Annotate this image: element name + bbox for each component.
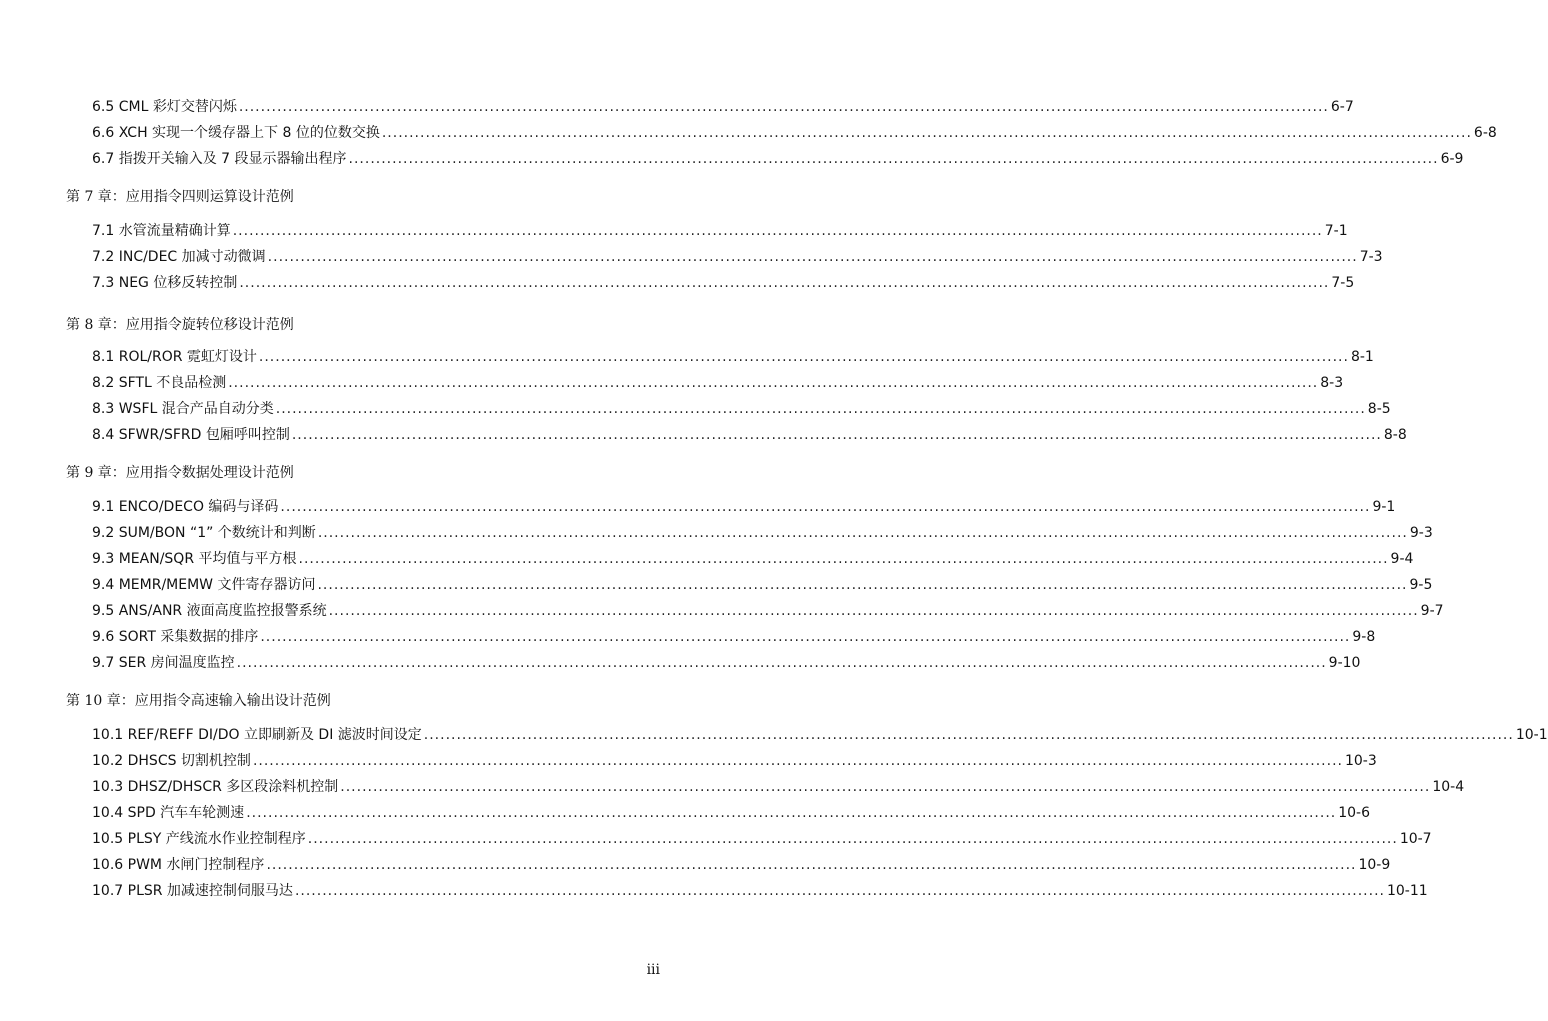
toc-entry[interactable]: [92, 218, 1348, 240]
toc-entry-title: 6.7 指拨开关输入及 7 段显示器输出程序: [92, 151, 347, 167]
toc-entry[interactable]: [92, 94, 1354, 116]
toc-entry[interactable]: [92, 422, 1407, 444]
toc-entry-page: 6-7: [1330, 99, 1354, 115]
toc-entry-page: 9-8: [1352, 629, 1376, 645]
toc-entry[interactable]: [92, 826, 1432, 848]
toc-entry[interactable]: [92, 774, 1465, 796]
toc-entry[interactable]: [92, 520, 1433, 542]
toc-entry-title: 10.2 DHSCS 切割机控制: [92, 753, 251, 769]
toc-entry-title: 9.6 SORT 采集数据的排序: [92, 629, 259, 645]
dot-leader: ........................................................................................................................................................................................................: [317, 577, 1408, 593]
toc-entry-page: 7-3: [1359, 249, 1383, 265]
toc-entry-title: 10.3 DHSZ/DHSCR 多区段涂料机控制: [92, 779, 339, 795]
chapter-heading: 第 8 章：应用指令旋转位移设计范例: [66, 317, 294, 333]
toc-entry-page: 8-8: [1383, 427, 1407, 443]
toc-entry-title: 7.2 INC/DEC 加减寸动微调: [92, 249, 266, 265]
chapter-heading: 第 9 章：应用指令数据处理设计范例: [66, 465, 294, 481]
toc-entry-page: 6-8: [1473, 125, 1497, 141]
toc-entry[interactable]: [92, 396, 1391, 418]
toc-entry-title: 9.3 MEAN/SQR 平均值与平方根: [92, 551, 297, 567]
toc-entry[interactable]: [92, 344, 1374, 366]
dot-leader: ........................................................................................................................................................................................................: [266, 857, 1357, 873]
toc-entry-title: 8.3 WSFL 混合产品自动分类: [92, 401, 274, 417]
dot-leader: ........................................................................................................................................................................................................: [280, 499, 1371, 515]
toc-entry-page: 8-3: [1320, 375, 1344, 391]
toc-entry[interactable]: [92, 598, 1444, 620]
dot-leader: ........................................................................................................................................................................................................: [381, 125, 1472, 141]
toc-entry-title: 10.7 PLSR 加减速控制伺服马达: [92, 883, 293, 899]
toc-entry[interactable]: [92, 370, 1344, 392]
toc-entry[interactable]: [92, 722, 1548, 744]
dot-leader: ........................................................................................................................................................................................................: [252, 753, 1343, 769]
toc-entry[interactable]: [92, 546, 1414, 568]
toc-entry[interactable]: [92, 244, 1383, 266]
dot-leader: ........................................................................................................................................................................................................: [348, 151, 1439, 167]
chapter-heading: 第 7 章：应用指令四则运算设计范例: [66, 189, 294, 205]
toc-entry[interactable]: [92, 270, 1355, 292]
toc-entry[interactable]: [92, 650, 1361, 672]
dot-leader: ........................................................................................................................................................................................................: [267, 249, 1358, 265]
dot-leader: ........................................................................................................................................................................................................: [275, 401, 1366, 417]
dot-leader: ........................................................................................................................................................................................................: [291, 427, 1382, 443]
toc-entry-page: 9-3: [1409, 525, 1433, 541]
toc-entry[interactable]: [92, 852, 1391, 874]
toc-entry-page: 7-1: [1324, 223, 1348, 239]
toc-entry-page: 10-4: [1432, 779, 1465, 795]
toc-entry-page: 10-1: [1515, 727, 1548, 743]
toc-entry-title: 6.6 XCH 实现一个缓存器上下 8 位的位数交换: [92, 125, 380, 141]
toc-entry-title: 9.4 MEMR/MEMW 文件寄存器访问: [92, 577, 316, 593]
toc-entry-title: 8.1 ROL/ROR 霓虹灯设计: [92, 349, 257, 365]
dot-leader: ........................................................................................................................................................................................................: [238, 99, 1329, 115]
toc-entry-page: 9-7: [1420, 603, 1444, 619]
toc-entry-page: 10-9: [1358, 857, 1391, 873]
toc-entry-title: 10.4 SPD 汽车车轮测速: [92, 805, 245, 821]
toc-entry-title: 8.4 SFWR/SFRD 包厢呼叫控制: [92, 427, 290, 443]
toc-entry-title: 9.2 SUM/BON “1” 个数统计和判断: [92, 525, 316, 541]
toc-entry[interactable]: [92, 146, 1464, 168]
dot-leader: ........................................................................................................................................................................................................: [228, 375, 1319, 391]
toc-entry-title: 8.2 SFTL 不良品检测: [92, 375, 227, 391]
dot-leader: ........................................................................................................................................................................................................: [239, 275, 1330, 291]
dot-leader: ........................................................................................................................................................................................................: [423, 727, 1514, 743]
toc-entry-title: 7.1 水管流量精确计算: [92, 223, 231, 239]
toc-entry-page: 10-7: [1399, 831, 1432, 847]
dot-leader: ........................................................................................................................................................................................................: [307, 831, 1398, 847]
toc-entry-page: 9-4: [1390, 551, 1414, 567]
dot-leader: ........................................................................................................................................................................................................: [236, 655, 1327, 671]
dot-leader: ........................................................................................................................................................................................................: [246, 805, 1337, 821]
toc-entry-title: 10.1 REF/REFF DI/DO 立即刷新及 DI 滤波时间设定: [92, 727, 422, 743]
dot-leader: ........................................................................................................................................................................................................: [232, 223, 1323, 239]
toc-entry[interactable]: [92, 120, 1497, 142]
toc-entry[interactable]: [92, 572, 1433, 594]
page-number: iii: [646, 962, 660, 978]
toc-entry-title: 9.1 ENCO/DECO 编码与译码: [92, 499, 279, 515]
toc-entry-page: 6-9: [1440, 151, 1464, 167]
dot-leader: ........................................................................................................................................................................................................: [260, 629, 1351, 645]
toc-entry[interactable]: [92, 494, 1396, 516]
toc-entry[interactable]: [92, 800, 1371, 822]
toc-entry-title: 10.5 PLSY 产线流水作业控制程序: [92, 831, 306, 847]
toc-entry-page: 9-10: [1328, 655, 1361, 671]
toc-entry-page: 10-3: [1344, 753, 1377, 769]
dot-leader: ........................................................................................................................................................................................................: [328, 603, 1419, 619]
toc-entry-title: 10.6 PWM 水闸门控制程序: [92, 857, 265, 873]
toc-entry-title: 9.5 ANS/ANR 液面高度监控报警系统: [92, 603, 327, 619]
toc-entry-page: 8-5: [1367, 401, 1391, 417]
toc-entry-page: 9-1: [1372, 499, 1396, 515]
toc-entry[interactable]: [92, 624, 1376, 646]
toc-entry-title: 9.7 SER 房间温度监控: [92, 655, 235, 671]
toc-entry-title: 6.5 CML 彩灯交替闪烁: [92, 99, 237, 115]
dot-leader: ........................................................................................................................................................................................................: [340, 779, 1431, 795]
dot-leader: ........................................................................................................................................................................................................: [298, 551, 1389, 567]
toc-entry-page: 10-6: [1338, 805, 1371, 821]
toc-entry-page: 10-11: [1386, 883, 1428, 899]
dot-leader: ........................................................................................................................................................................................................: [294, 883, 1385, 899]
dot-leader: ........................................................................................................................................................................................................: [317, 525, 1408, 541]
toc-entry-page: 7-5: [1331, 275, 1355, 291]
dot-leader: ........................................................................................................................................................................................................: [258, 349, 1349, 365]
toc-entry[interactable]: [92, 748, 1377, 770]
chapter-heading: 第 10 章：应用指令高速输入输出设计范例: [66, 693, 331, 709]
toc-entry-page: 9-5: [1409, 577, 1433, 593]
toc-entry-page: 8-1: [1350, 349, 1374, 365]
toc-entry[interactable]: [92, 878, 1428, 900]
toc-entry-title: 7.3 NEG 位移反转控制: [92, 275, 238, 291]
